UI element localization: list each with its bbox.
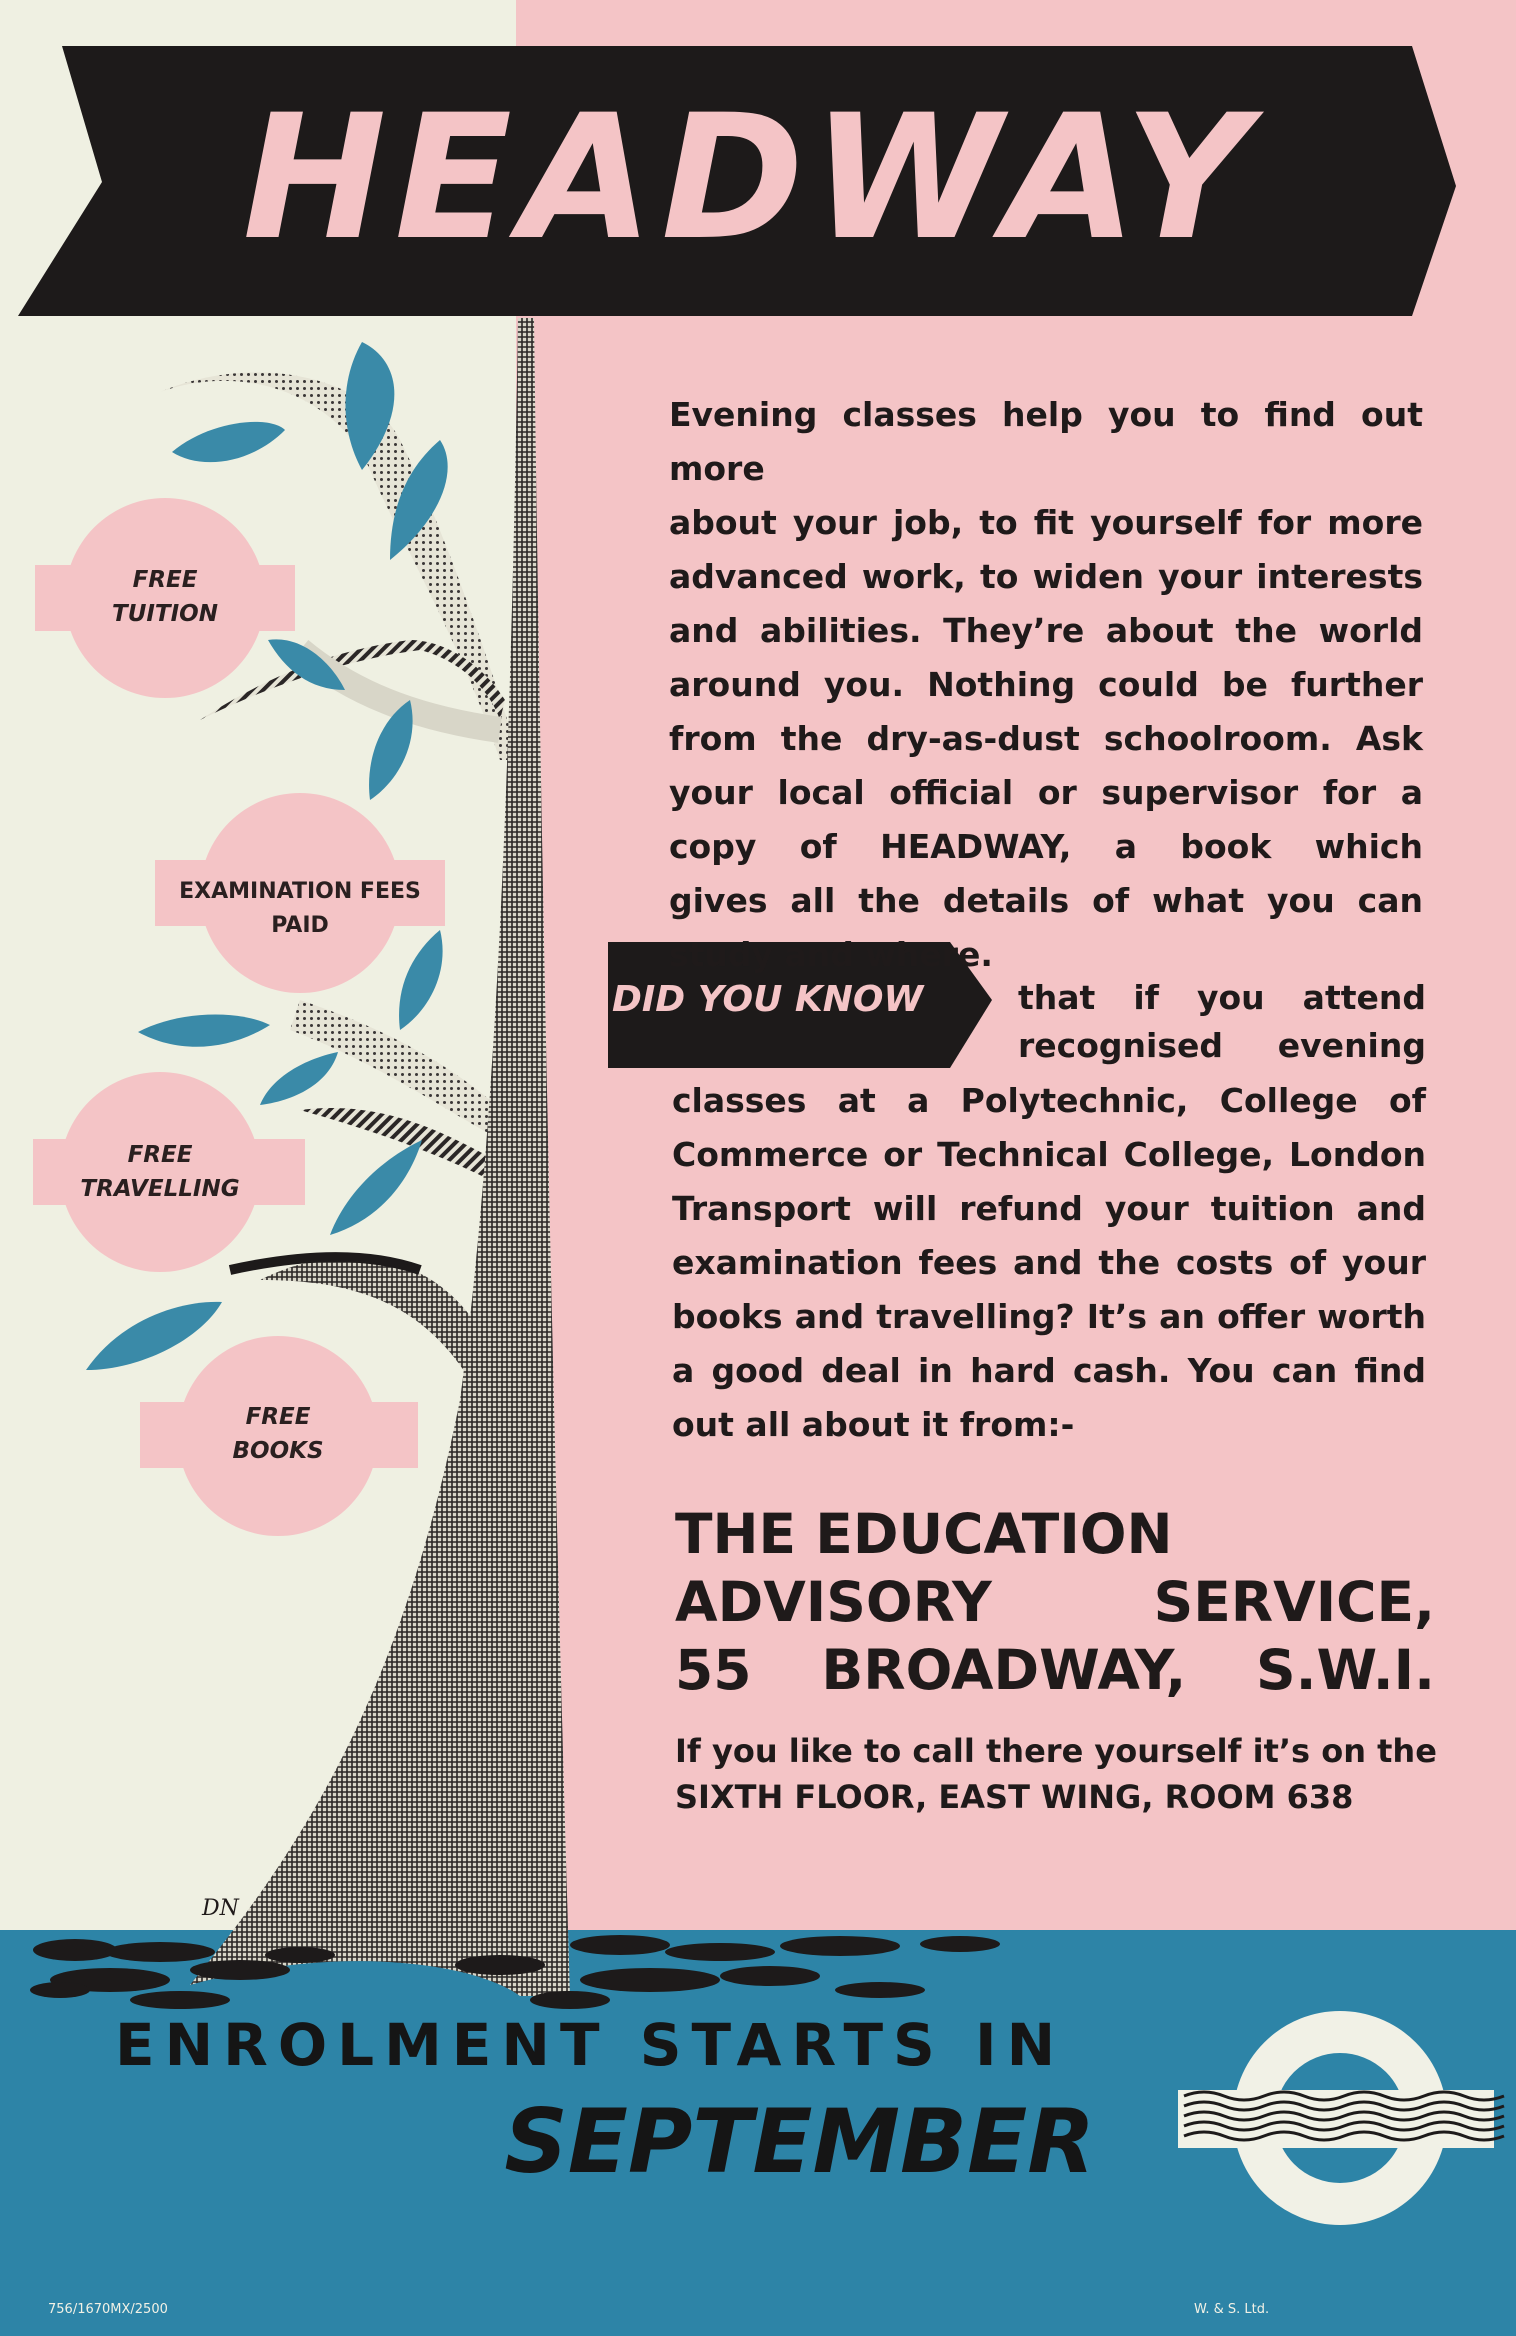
benefit-line: TRAVELLING [80, 1176, 240, 1202]
print-code: 756/1670MX/2500 [48, 2302, 168, 2317]
intro-line: study and where. [669, 935, 993, 974]
visit-line: SIXTH FLOOR, EAST WING, ROOM 638 [675, 1778, 1354, 1816]
benefit-line: FREE [132, 567, 198, 593]
intro-line: around you. Nothing could be further [669, 665, 1423, 704]
benefit-line: PAID [271, 913, 329, 938]
did-you-know-label: DID YOU KNOW [612, 979, 924, 1020]
benefit-exam-fees [155, 875, 445, 943]
visit-line: If you like to call there yourself it’s on the [675, 1732, 1437, 1770]
did-you-know-line: that if you attend [1018, 978, 1426, 1017]
did-you-know-line: examination fees and the costs of your [672, 1243, 1426, 1282]
did-you-know-line: books and travelling? It’s an offer worth [672, 1297, 1426, 1336]
org-line: THE EDUCATION [675, 1502, 1173, 1566]
intro-line: about your job, to fit yourself for more [669, 503, 1423, 542]
leaf-icon [399, 930, 443, 1030]
benefit-line: BOOKS [232, 1438, 324, 1464]
leaf-icon [330, 1140, 422, 1235]
artist-initials: DN [202, 1896, 239, 1921]
benefit-free-tuition [45, 563, 285, 631]
enrolment-month: SEPTEMBER [504, 2090, 1095, 2193]
benefit-line: TUITION [112, 601, 218, 627]
intro-line: from the dry-as-dust schoolroom. Ask [669, 719, 1423, 758]
intro-line: copy of HEADWAY, a book which [669, 827, 1423, 866]
leaf-icon [138, 1015, 270, 1047]
did-you-know-paragraph [672, 1074, 1426, 1452]
benefit-line: FREE [127, 1142, 193, 1168]
did-you-know-line: Transport will refund your tuition and [672, 1189, 1426, 1228]
intro-line: gives all the details of what you can [669, 881, 1423, 920]
did-you-know-line: a good deal in hard cash. You can find [672, 1351, 1426, 1390]
leaf-icon [260, 1052, 338, 1105]
benefit-free-books [158, 1400, 398, 1468]
benefit-line: EXAMINATION FEES [179, 879, 421, 904]
leaf-icon [86, 1302, 222, 1370]
intro-line: and abilities. They’re about the world [669, 611, 1423, 650]
benefit-free-travelling [40, 1138, 280, 1206]
benefit-line: FREE [245, 1404, 311, 1430]
did-you-know-line: recognised evening [1018, 1026, 1426, 1065]
org-line: ADVISORY SERVICE, [675, 1570, 1435, 1634]
intro-line: Evening classes help you to find out more [669, 395, 1423, 488]
did-you-know-line: Commerce or Technical College, London [672, 1135, 1426, 1174]
did-you-know-line: out all about it from:- [672, 1405, 1075, 1444]
leaf-icon [172, 422, 285, 462]
organisation-address [675, 1500, 1435, 1704]
banner-title: HEADWAY [242, 77, 1258, 278]
roundel-logo-icon [1178, 2032, 1504, 2204]
printer-credit: W. & S. Ltd. [1194, 2302, 1270, 2317]
did-you-know-line: classes at a Polytechnic, College of [672, 1081, 1426, 1120]
did-you-know-intro [1018, 974, 1426, 1070]
intro-paragraph [669, 388, 1423, 982]
intro-line: your local official or supervisor for a [669, 773, 1423, 812]
intro-line: advanced work, to widen your interests [669, 557, 1423, 596]
org-line: 55 BROADWAY, S.W.I. [675, 1638, 1435, 1702]
enrolment-heading: ENROLMENT STARTS IN [115, 2011, 1066, 2079]
visit-info [675, 1728, 1435, 1820]
